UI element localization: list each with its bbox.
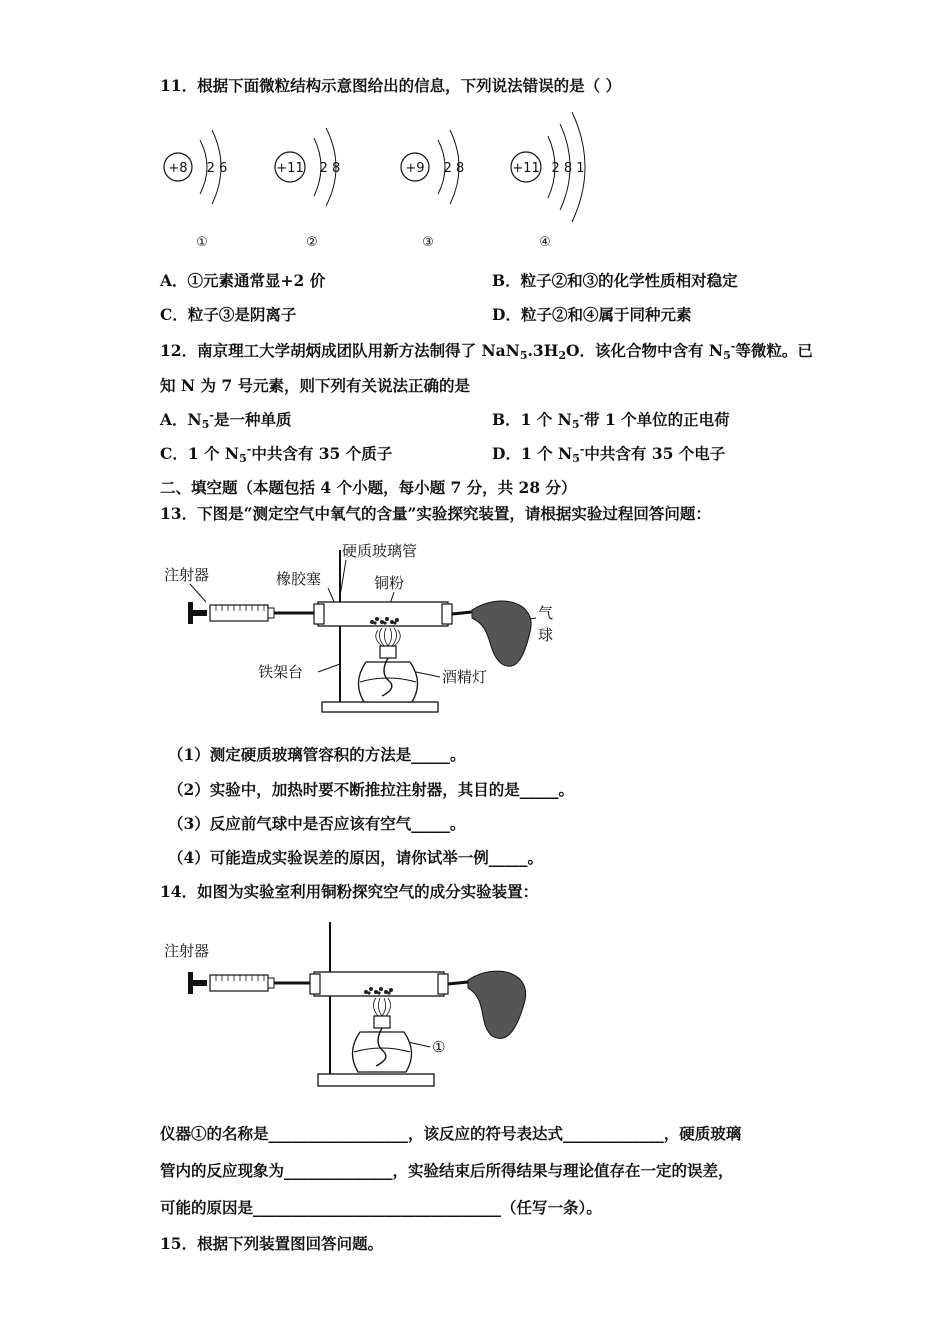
particle-label-1: ① bbox=[196, 235, 208, 250]
q14-line3: 可能的原因是________________________________（任写一条）。 bbox=[160, 1198, 602, 1217]
atom-diagram-1 bbox=[164, 130, 227, 250]
q12-option-b: B．1 个 N5-带 1 个单位的正电荷 bbox=[492, 409, 730, 431]
q12-stem-line1: 12．南京理工大学胡炳成团队用新方法制得了 NaN5.3H2O．该化合物中含有 N5-等微粒。已 bbox=[160, 340, 813, 362]
section-2-heading: 二、填空题（本题包括 4 个小题，每小题 7 分，共 28 分） bbox=[160, 478, 577, 497]
nucleus-charge-4: +11 bbox=[512, 161, 540, 176]
particle-label-3: ③ bbox=[422, 235, 434, 250]
syringe-label: 注射器 bbox=[164, 942, 210, 960]
syringe-label: 注射器 bbox=[164, 566, 210, 584]
q14-stem: 14．如图为实验室利用铜粉探究空气的成分实验装置： bbox=[160, 882, 539, 901]
lamp-label: 酒精灯 bbox=[442, 668, 488, 686]
electron-shells-3: 2 8 bbox=[443, 161, 465, 176]
electron-shells-4: 2 8 1 bbox=[551, 161, 585, 176]
electron-shells-1: 2 6 bbox=[206, 161, 228, 176]
q15-stem: 15．根据下列装置图回答问题。 bbox=[160, 1234, 384, 1253]
atom-diagram-3 bbox=[401, 130, 464, 250]
q13-sub1: （1）测定硬质玻璃管容积的方法是_____。 bbox=[168, 745, 466, 764]
nucleus-charge-1: +8 bbox=[168, 161, 188, 176]
electron-shells-2: 2 8 bbox=[319, 161, 341, 176]
tube-label: 硬质玻璃管 bbox=[342, 542, 418, 560]
particle-label-4: ④ bbox=[539, 235, 551, 250]
q11-stem: 11．根据下面微粒结构示意图给出的信息，下列说法错误的是（ ） bbox=[160, 76, 621, 95]
q13-sub3: （3）反应前气球中是否应该有空气_____。 bbox=[168, 814, 466, 833]
nucleus-charge-2: +11 bbox=[276, 161, 304, 176]
particle-label-2: ② bbox=[306, 235, 318, 250]
q13-sub4: （4）可能造成实验误差的原因，请你试举一例_____。 bbox=[168, 848, 544, 867]
q12-option-d: D．1 个 N5-中共含有 35 个电子 bbox=[492, 443, 726, 465]
q12-stem-line2: 知 N 为 7 号元素，则下列有关说法正确的是 bbox=[160, 376, 471, 395]
copper-label: 铜粉 bbox=[374, 574, 405, 592]
q11-option-b: B．粒子②和③的化学性质相对稳定 bbox=[492, 271, 738, 290]
q11-option-c: C．粒子③是阴离子 bbox=[160, 305, 297, 324]
q11-option-d: D．粒子②和④属于同种元素 bbox=[492, 305, 692, 324]
instrument-marker: ① bbox=[432, 1038, 446, 1056]
stand-label: 铁架台 bbox=[258, 663, 304, 681]
q13-stem: 13．下图是“测定空气中氧气的含量”实验探究装置，请根据实验过程回答问题： bbox=[160, 504, 711, 523]
q13-sub2: （2）实验中，加热时要不断推拉注射器，其目的是_____。 bbox=[168, 780, 575, 799]
atom-structure-diagrams bbox=[150, 108, 620, 258]
stopper-label: 橡胶塞 bbox=[276, 570, 322, 588]
q12-option-c: C．1 个 N5-中共含有 35 个质子 bbox=[160, 443, 393, 465]
nucleus-charge-3: +9 bbox=[405, 161, 425, 176]
atom-diagram-2 bbox=[275, 128, 340, 250]
q14-line1: 仪器①的名称是__________________，该反应的符号表达式_____________，硬质玻璃 bbox=[160, 1124, 742, 1143]
q13-apparatus-diagram bbox=[150, 532, 580, 724]
balloon-label-top: 气 bbox=[538, 604, 554, 622]
balloon-label-bottom: 球 bbox=[538, 626, 554, 644]
q14-apparatus-diagram bbox=[150, 912, 550, 1096]
q12-option-a: A．N5-是一种单质 bbox=[160, 409, 292, 431]
atom-diagram-4 bbox=[511, 112, 585, 250]
q14-line2: 管内的反应现象为______________，实验结束后所得结果与理论值存在一定的误差， bbox=[160, 1161, 734, 1180]
q11-option-a: A．①元素通常显+2 价 bbox=[160, 271, 326, 290]
